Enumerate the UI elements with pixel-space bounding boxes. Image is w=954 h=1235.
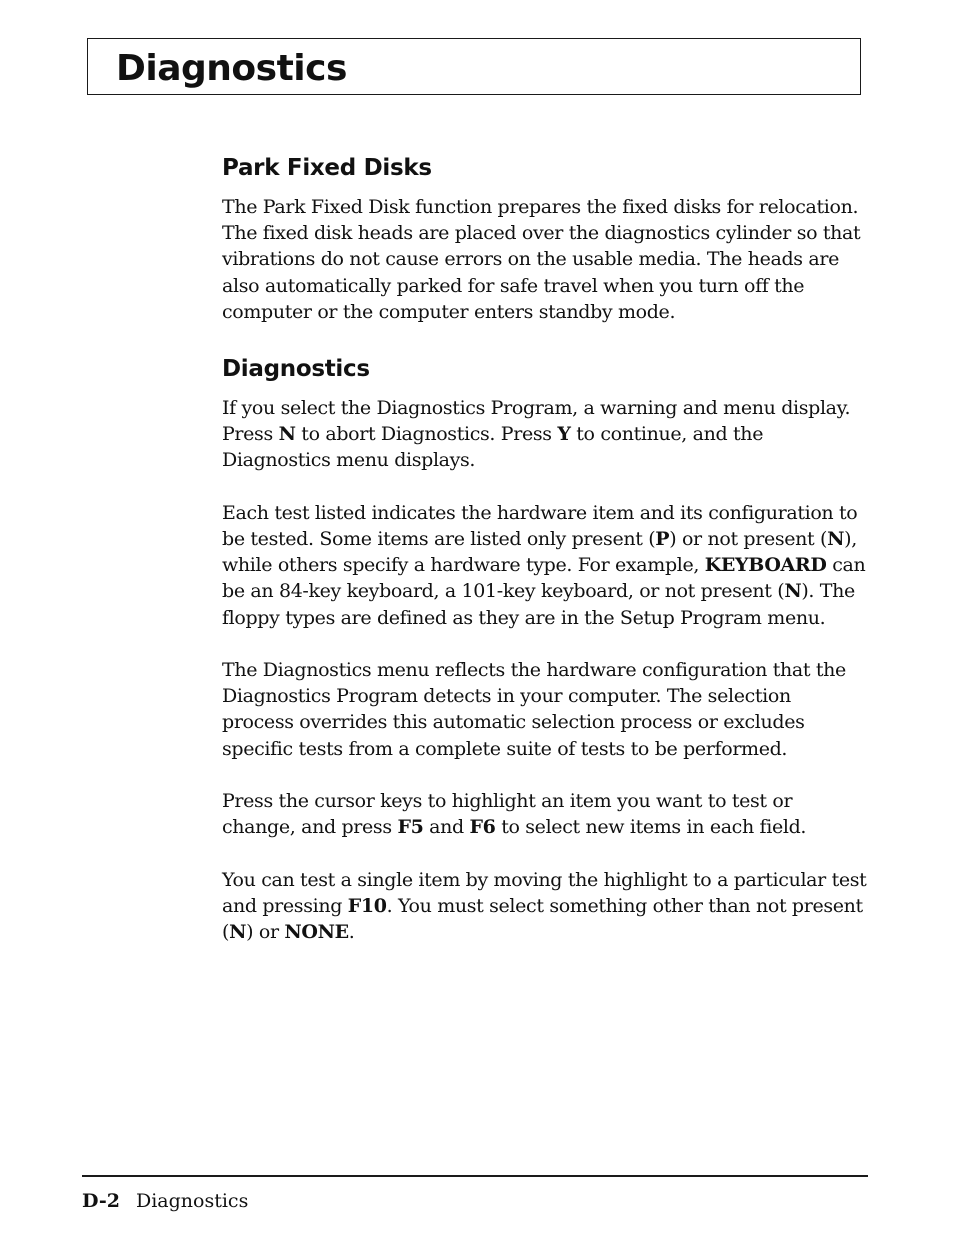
body-paragraph: Each test listed indicates the hardware item and its configuration to be tested. Some items are listed only present (P) or not present (N), while others specify a hardware type. For example, KEYBOARD can be an 84-key keyboard, a 101-key keyboard, or not present (N). The floppy types are defined as they are in the Setup Program menu. [222, 501, 866, 629]
body-paragraph: Press the cursor keys to highlight an item you want to test or change, and press F5 and F6 to select new items in each field. [222, 790, 807, 839]
page-number: D-2 [82, 1190, 120, 1212]
page-title: Diagnostics [116, 48, 347, 89]
key-term: P [655, 528, 670, 551]
section-park-fixed-disks [222, 150, 867, 325]
key-term: N [827, 528, 845, 551]
section-body [222, 395, 867, 945]
body-paragraph: The Diagnostics menu reflects the hardware configuration that the Diagnostics Program detects in your computer. The selection process overrides this automatic selection process or excludes specific tests from a complete suite of tests to be performed. [222, 659, 846, 760]
body-paragraph: If you select the Diagnostics Program, a warning and menu display. Press N to abort Diagnostics. Press Y to continue, and the Diagnostics menu displays. [222, 397, 851, 472]
chapter-name: Diagnostics [135, 1190, 249, 1212]
key-term: F6 [469, 816, 496, 839]
body-paragraph: You can test a single item by moving the highlight to a particular test and pressing F10. You must select something other than not present (N) or NONE. [222, 868, 867, 944]
key-term: N [229, 921, 247, 944]
section-heading: Park Fixed Disks [222, 155, 432, 181]
key-term: F10 [347, 894, 387, 917]
key-term: NONE [284, 921, 349, 944]
page-footer [82, 1188, 248, 1214]
key-term: KEYBOARD [704, 554, 827, 577]
section-body [222, 194, 867, 325]
key-term: N [278, 423, 296, 446]
key-term: F5 [397, 816, 424, 839]
section-heading: Diagnostics [222, 356, 370, 383]
section-diagnostics [222, 351, 867, 945]
page-title-box [87, 38, 861, 95]
footer-divider [82, 1175, 868, 1177]
key-term: N [784, 580, 802, 603]
key-term: Y [557, 423, 571, 446]
content-area [222, 150, 867, 971]
body-paragraph: The Park Fixed Disk function prepares the fixed disks for relocation. The fixed disk heads are placed over the diagnostics cylinder so that vibrations do not cause errors on the usable media. The heads are also automatically parked for safe travel when you turn off the computer or the computer enters standby mode. [222, 196, 861, 323]
